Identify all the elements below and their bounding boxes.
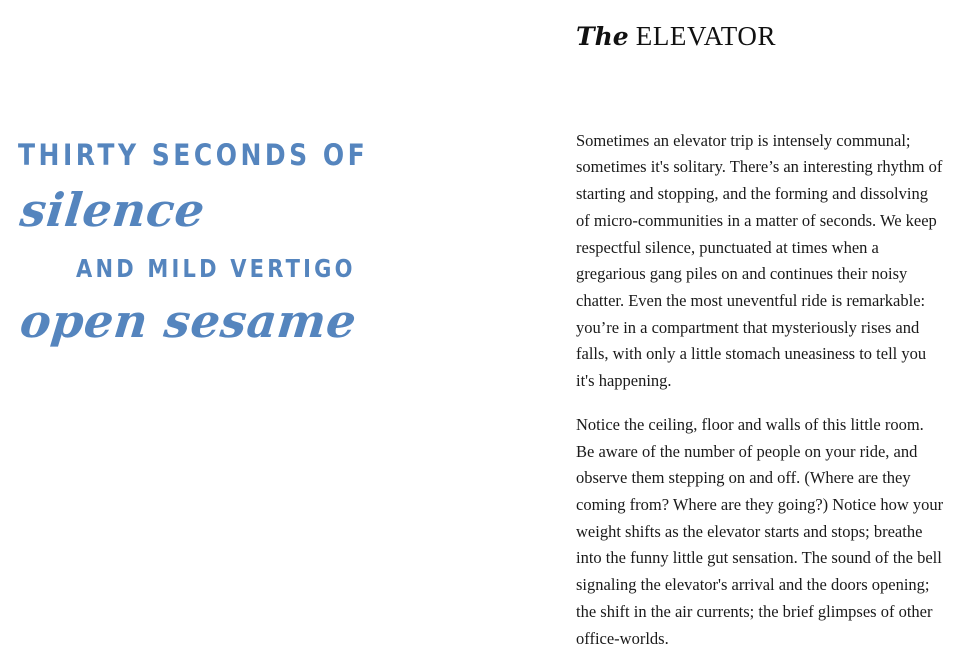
pull-quote-kicker-top: THIRTY SECONDS OF	[18, 137, 369, 172]
article-title-prefix: The	[576, 22, 629, 51]
article-paragraph: Notice the ceiling, floor and walls of this little room. Be aware of the number of people on your ride, and observe them stepping on and off. (Where are they coming from? Where are they going?) Notice how your weight shifts as the elevator starts and stops; breathe into the funny little gut sensation. The sound of the bell signaling the elevator's arrival and the doors opening; the shift in the air currents; the brief glimpses of other office-worlds.	[576, 414, 944, 648]
article-title-main: ELEVATOR	[635, 21, 777, 51]
pull-quote-script-open-sesame: open sesame	[17, 294, 360, 348]
article-paragraph: Sometimes an elevator trip is intensely communal; sometimes it's solitary. There’s an interesting rhythm of starting and stopping, and the forming and dissolving of micro-communities in a matter of seconds. We keep respectful silence, punctuated at times when a gregarious gang piles on and continues their noisy chatter. Even the most uneventful ride is remarkable: you’re in a compartment that mysteriously rises and falls, with only a little stomach uneasiness to tell you it's happening.	[576, 130, 943, 391]
pull-quote-block	[16, 137, 516, 348]
pull-quote-kicker-mid: AND MILD VERTIGO	[76, 254, 356, 283]
article-column	[576, 0, 944, 670]
pull-quote-script-silence: silence	[17, 183, 208, 237]
article-title	[576, 0, 944, 52]
